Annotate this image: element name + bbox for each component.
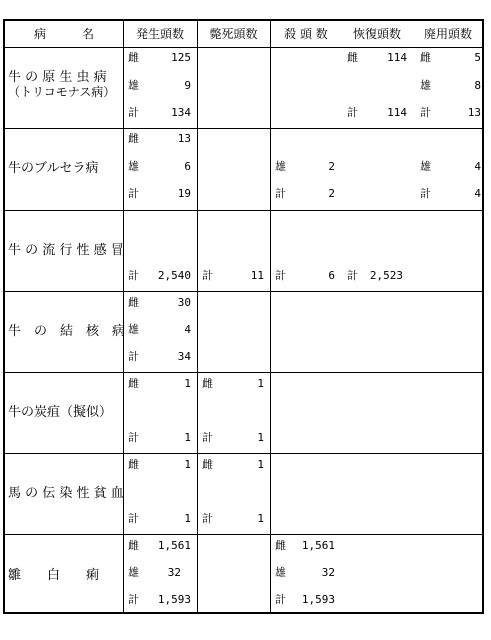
male-label: 雄 bbox=[128, 160, 139, 173]
total-label: 計 bbox=[128, 350, 139, 363]
disease-name: 牛の炭疽（擬似） bbox=[8, 405, 113, 420]
male-label: 雄 bbox=[275, 160, 286, 173]
disease-name: 牛 の 原 生 虫 病 bbox=[8, 70, 107, 85]
onset-total: 19 bbox=[177, 187, 191, 200]
female-label: 雌 bbox=[347, 51, 358, 64]
onset-male: 32 bbox=[167, 566, 181, 579]
header-culled: 廃用頭数 bbox=[423, 27, 472, 41]
female-label: 雌 bbox=[202, 377, 213, 390]
onset-total: 2,540 bbox=[157, 269, 191, 282]
onset-female: 1,561 bbox=[157, 539, 191, 552]
culled-total: 13 bbox=[467, 106, 481, 119]
row-divider bbox=[5, 453, 482, 454]
onset-female: 30 bbox=[177, 296, 191, 309]
female-label: 雌 bbox=[128, 458, 139, 471]
row-divider bbox=[5, 210, 482, 211]
header-death: 斃死頭数 bbox=[209, 27, 258, 41]
slaughter-male: 32 bbox=[321, 566, 335, 579]
total-label: 計 bbox=[420, 106, 431, 119]
row-divider bbox=[5, 291, 482, 292]
total-label: 計 bbox=[202, 431, 213, 444]
row-divider bbox=[5, 534, 482, 535]
disease-name: 牛のブルセラ病 bbox=[8, 161, 99, 176]
recovery-total: 114 bbox=[387, 106, 407, 119]
total-label: 計 bbox=[128, 187, 139, 200]
total-label: 計 bbox=[275, 187, 286, 200]
female-label: 雌 bbox=[128, 539, 139, 552]
male-label: 雄 bbox=[128, 323, 139, 336]
recovery-total: 2,523 bbox=[369, 269, 403, 282]
onset-female: 13 bbox=[177, 132, 191, 145]
total-label: 計 bbox=[202, 512, 213, 525]
header-divider bbox=[5, 47, 482, 48]
disease-name: 雛 白 痢 bbox=[8, 568, 100, 583]
slaughter-total: 6 bbox=[328, 269, 335, 282]
onset-female: 1 bbox=[184, 377, 191, 390]
male-label: 雄 bbox=[128, 566, 139, 579]
onset-total: 1 bbox=[184, 431, 191, 444]
onset-total: 1,593 bbox=[157, 593, 191, 606]
onset-total: 1 bbox=[184, 512, 191, 525]
column-divider bbox=[270, 21, 271, 612]
death-female: 1 bbox=[257, 458, 264, 471]
disease-name: 牛 の 結 核 病 bbox=[8, 324, 126, 339]
culled-male: 8 bbox=[474, 79, 481, 92]
culled-female: 5 bbox=[474, 51, 481, 64]
culled-total: 4 bbox=[474, 187, 481, 200]
total-label: 計 bbox=[128, 269, 139, 282]
total-label: 計 bbox=[202, 269, 213, 282]
disease-statistics-table bbox=[3, 19, 484, 614]
female-label: 雌 bbox=[128, 51, 139, 64]
disease-name: 牛 の 流 行 性 感 冒 bbox=[8, 243, 124, 258]
female-label: 雌 bbox=[275, 539, 286, 552]
row-divider bbox=[5, 128, 482, 129]
onset-male: 9 bbox=[184, 79, 191, 92]
male-label: 雄 bbox=[420, 79, 431, 92]
total-label: 計 bbox=[128, 431, 139, 444]
onset-female: 125 bbox=[171, 51, 191, 64]
header-slaughter: 殺 頭 数 bbox=[284, 27, 328, 41]
column-divider bbox=[123, 21, 124, 612]
onset-male: 6 bbox=[184, 160, 191, 173]
recovery-female: 114 bbox=[387, 51, 407, 64]
culled-male: 4 bbox=[474, 160, 481, 173]
slaughter-female: 1,561 bbox=[301, 539, 335, 552]
total-label: 計 bbox=[128, 593, 139, 606]
header-disease: 病 名 bbox=[33, 27, 94, 41]
female-label: 雌 bbox=[202, 458, 213, 471]
death-total: 1 bbox=[257, 431, 264, 444]
slaughter-total: 1,593 bbox=[301, 593, 335, 606]
total-label: 計 bbox=[347, 106, 358, 119]
female-label: 雌 bbox=[128, 296, 139, 309]
header-onset: 発生頭数 bbox=[135, 27, 184, 41]
total-label: 計 bbox=[275, 593, 286, 606]
onset-male: 4 bbox=[184, 323, 191, 336]
disease-subname: （トリコモナス病） bbox=[8, 85, 116, 99]
total-label: 計 bbox=[347, 269, 358, 282]
male-label: 雄 bbox=[275, 566, 286, 579]
male-label: 雄 bbox=[420, 160, 431, 173]
total-label: 計 bbox=[128, 512, 139, 525]
header-recovery: 恢復頭数 bbox=[352, 27, 401, 41]
total-label: 計 bbox=[420, 187, 431, 200]
onset-total: 34 bbox=[177, 350, 191, 363]
row-divider bbox=[5, 372, 482, 373]
death-total: 1 bbox=[257, 512, 264, 525]
column-divider bbox=[197, 21, 198, 612]
total-label: 計 bbox=[275, 269, 286, 282]
male-label: 雄 bbox=[128, 79, 139, 92]
slaughter-male: 2 bbox=[328, 160, 335, 173]
slaughter-total: 2 bbox=[328, 187, 335, 200]
female-label: 雌 bbox=[128, 132, 139, 145]
female-label: 雌 bbox=[128, 377, 139, 390]
onset-total: 134 bbox=[171, 106, 191, 119]
onset-female: 1 bbox=[184, 458, 191, 471]
disease-name: 馬 の 伝 染 性 貧 血 bbox=[8, 486, 124, 501]
death-total: 11 bbox=[250, 269, 264, 282]
death-female: 1 bbox=[257, 377, 264, 390]
total-label: 計 bbox=[128, 106, 139, 119]
female-label: 雌 bbox=[420, 51, 431, 64]
